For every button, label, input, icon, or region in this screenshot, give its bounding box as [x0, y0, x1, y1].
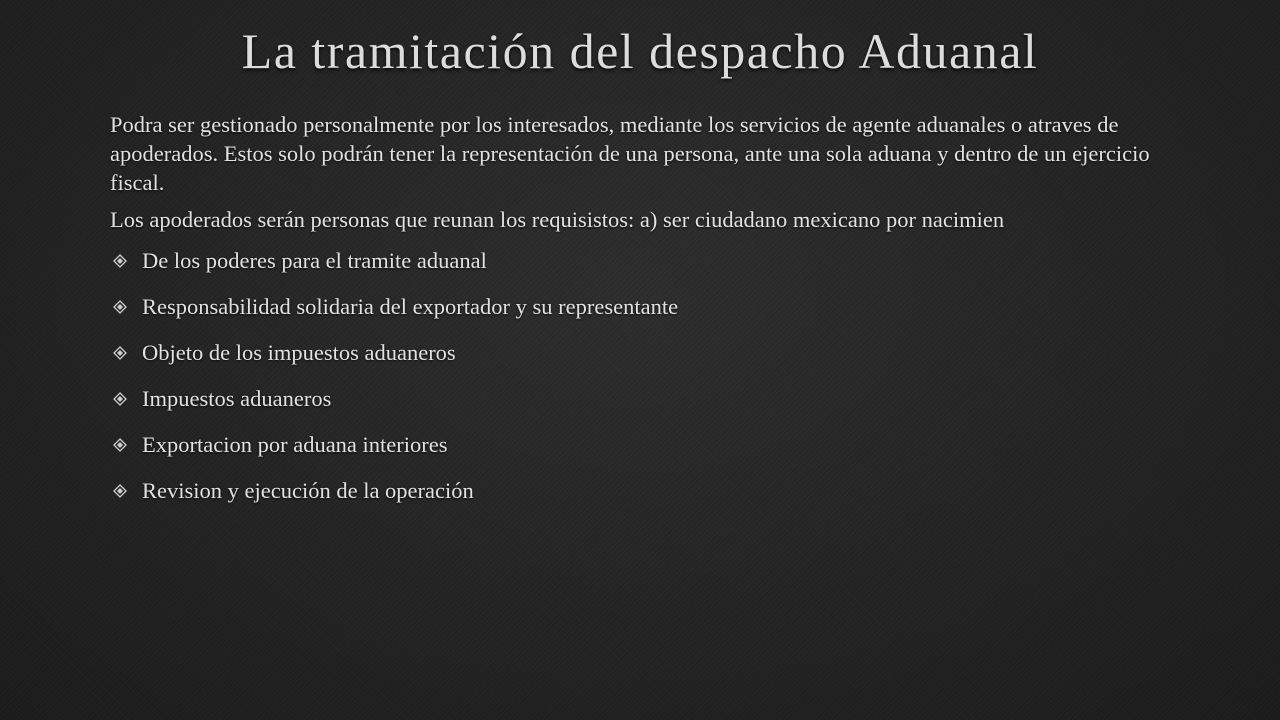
bullet-text: De los poderes para el tramite aduanal — [142, 248, 487, 273]
bullet-text: Revision y ejecución de la operación — [142, 478, 474, 503]
bullet-item — [110, 338, 1170, 384]
diamond-bullet-icon — [113, 484, 127, 498]
bullet-text: Objeto de los impuestos aduaneros — [142, 340, 456, 365]
slide-title: La tramitación del despacho Aduanal — [241, 23, 1039, 79]
paragraph-apoderados: Los apoderados serán personas que reunan los requisistos: a) ser ciudadano mexicano por nacimien — [110, 207, 1005, 232]
bullet-item — [110, 246, 1170, 292]
paragraph-intro: Podra ser gestionado personalmente por los interesados, mediante los servicios de agente aduanales o atraves de apoderados. Estos solo podrán tener la representación de una persona, ante una sola aduana y dentro de un ejercicio fiscal. — [110, 112, 1150, 195]
bullet-item — [110, 476, 1170, 522]
diamond-bullet-icon — [113, 254, 127, 268]
diamond-bullet-icon — [113, 438, 127, 452]
diamond-bullet-icon — [113, 346, 127, 360]
bullet-list — [110, 246, 1170, 522]
diamond-bullet-icon — [113, 392, 127, 406]
bullet-text: Exportacion por aduana interiores — [142, 432, 448, 457]
slide-body — [110, 110, 1170, 522]
bullet-item — [110, 292, 1170, 338]
diamond-bullet-icon — [113, 300, 127, 314]
bullet-text: Impuestos aduaneros — [142, 386, 332, 411]
bullet-item — [110, 430, 1170, 476]
bullet-text: Responsabilidad solidaria del exportador y su representante — [142, 294, 679, 319]
bullet-item — [110, 384, 1170, 430]
